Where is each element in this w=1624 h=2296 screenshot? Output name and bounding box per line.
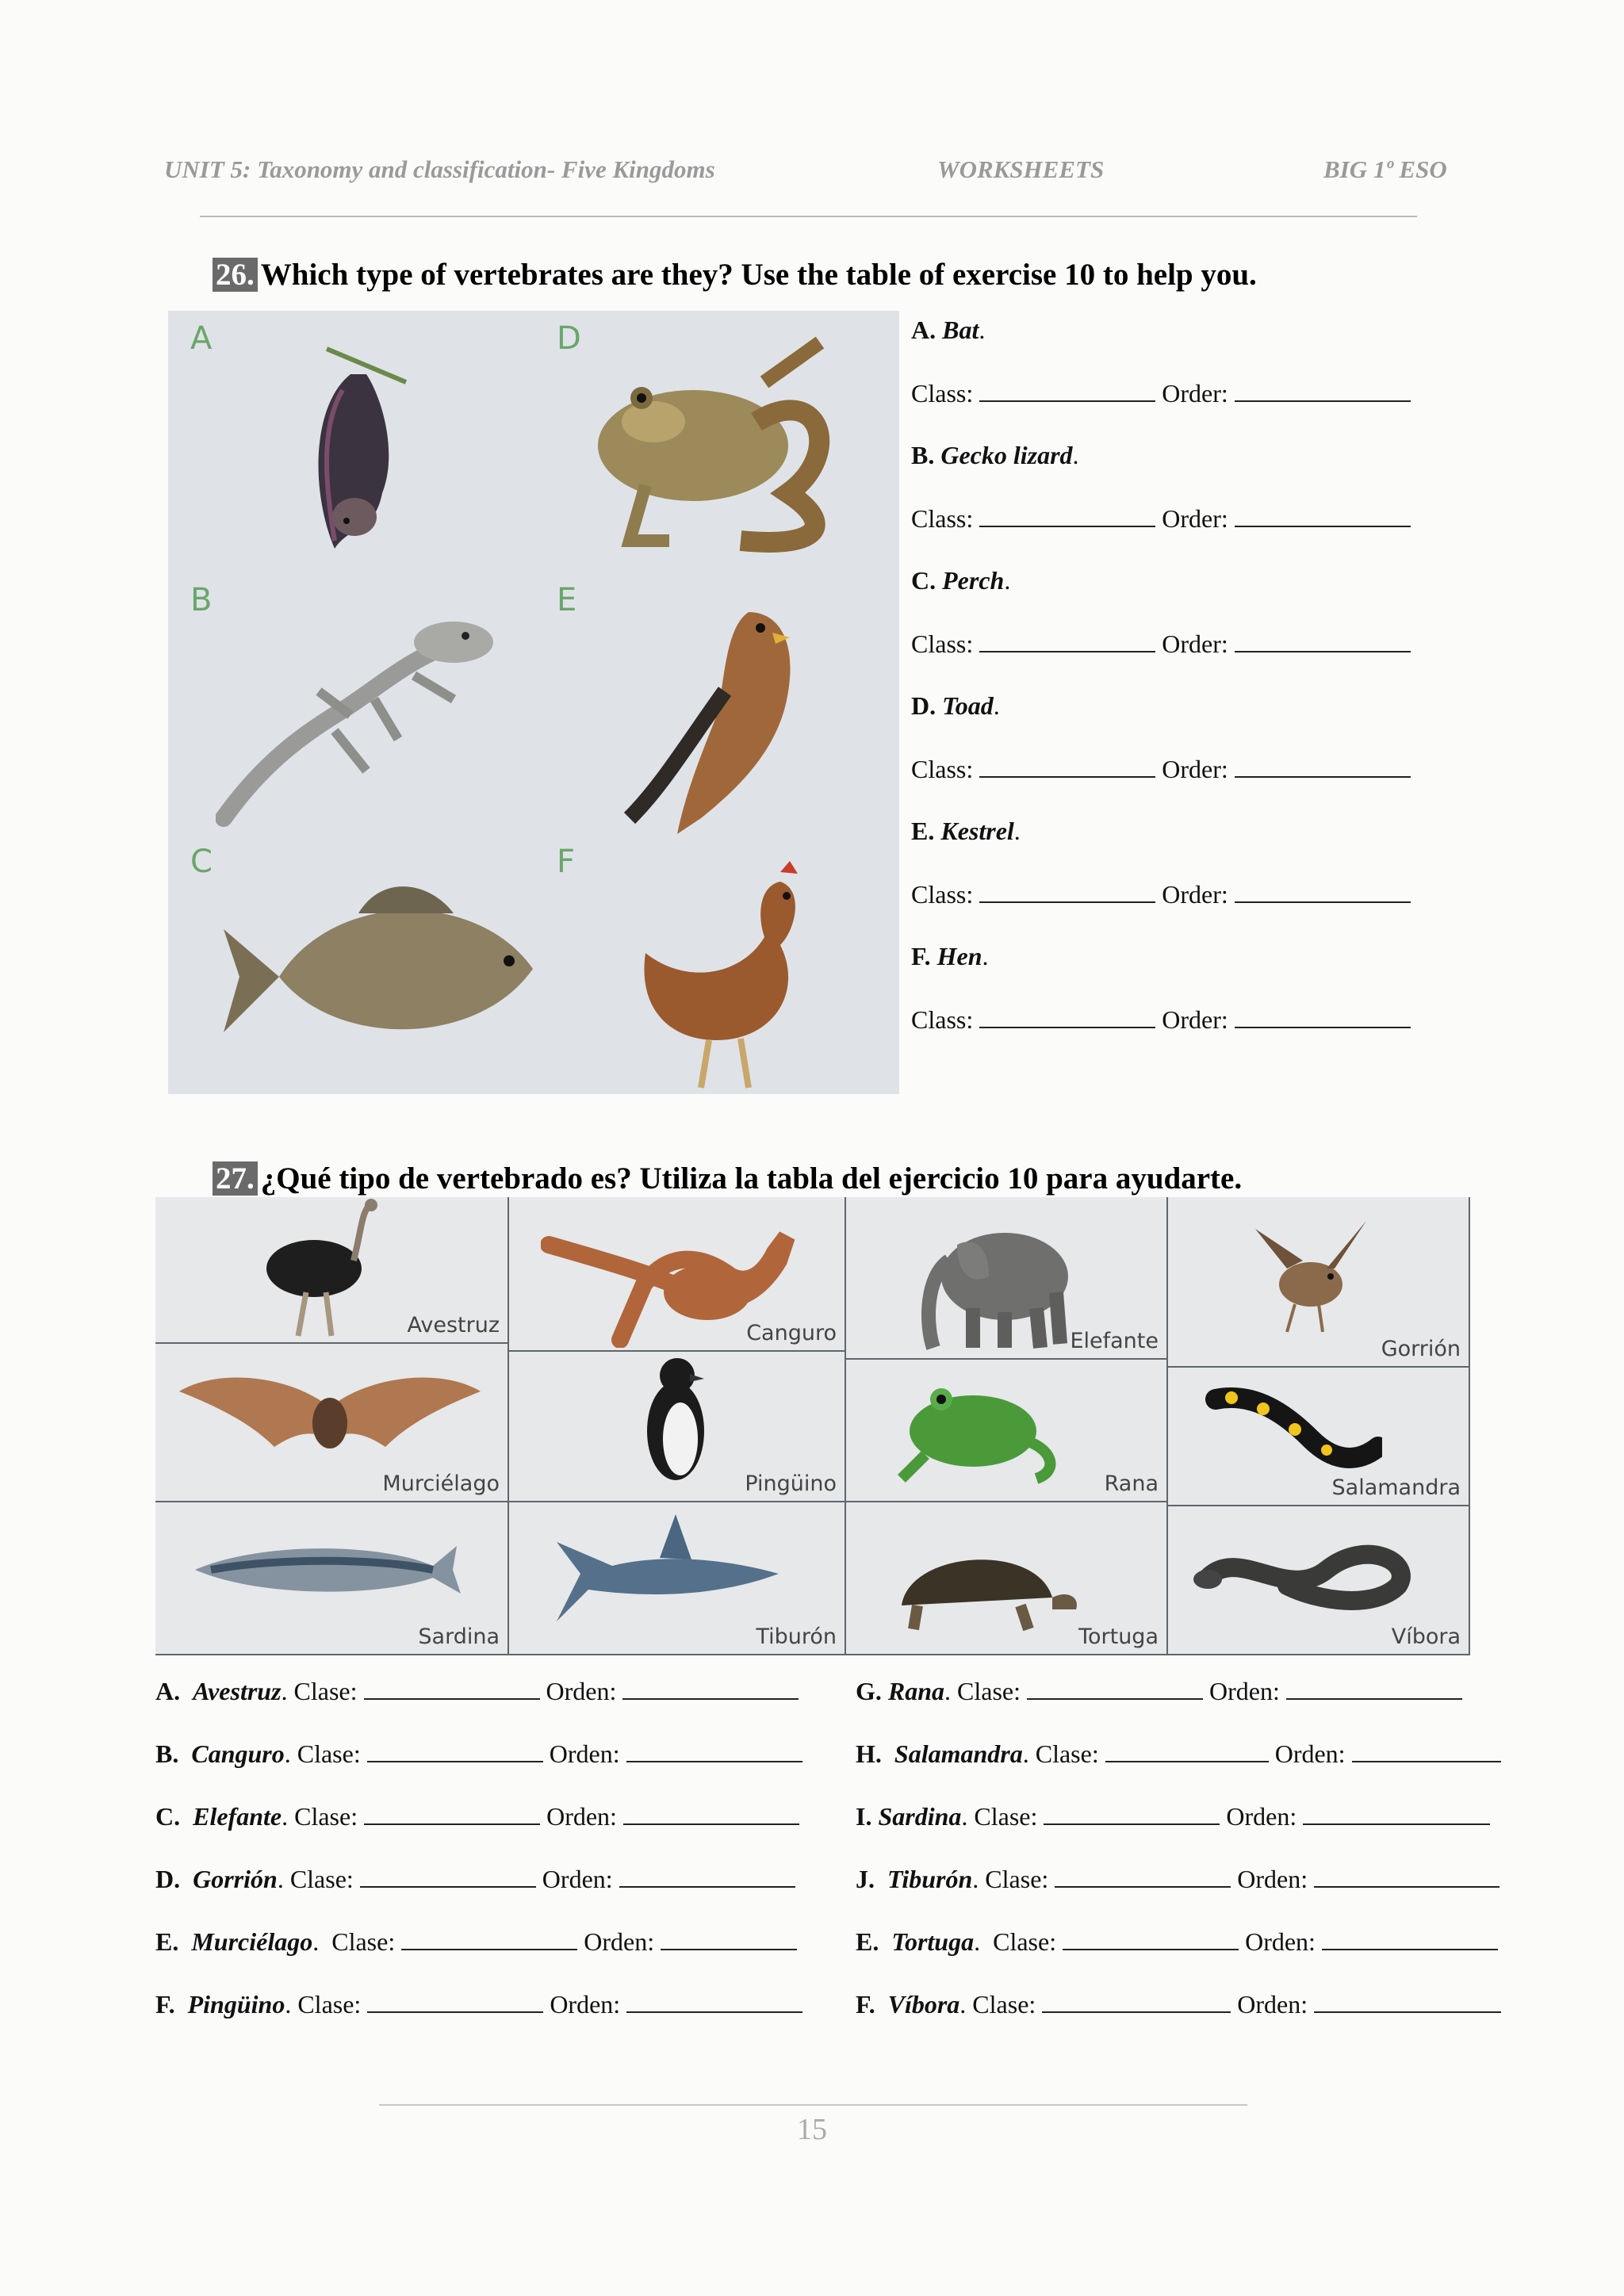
grid-cell-gorrion [1168,1197,1470,1368]
grid-label: Canguro [746,1321,837,1345]
orden-answer-field[interactable] [623,1803,799,1825]
grid-label: Tortuga [1078,1624,1159,1649]
grid-label: Víbora [1391,1624,1461,1649]
orden-answer-field[interactable] [1352,1740,1501,1762]
orden-answer-field[interactable] [1322,1928,1498,1950]
q27-answer-e: E. Murciélago. Clase: Orden: [155,1927,797,1957]
clase-answer-field[interactable] [364,1803,540,1825]
header-divider [200,216,1417,217]
q26-item-f: F. Hen. [911,942,989,970]
order-answer-field[interactable] [1235,505,1411,527]
q26-item-e: E. Kestrel. [911,817,1021,845]
order-answer-field[interactable] [1235,756,1411,778]
penguin-illustration [628,1352,723,1494]
perch-illustration [216,858,549,1094]
q27-answer-f2: F. Víbora. Clase: Orden: [856,1990,1501,2019]
hen-illustration [582,858,868,1094]
order-answer-field[interactable] [1235,630,1411,652]
q26-answer-f: Class: Order: [911,1005,1411,1035]
q26-number: 26. [213,258,258,292]
q26-answer-d: Class: Order: [911,755,1411,784]
bat-grid-illustration [171,1360,488,1471]
q26-item-d: D. Toad. [911,691,1000,720]
q26-cell-bat [168,311,533,571]
frog-illustration [886,1368,1068,1487]
q27-answer-c: C. Elefante. Clase: Orden: [155,1802,799,1831]
clase-answer-field[interactable] [364,1678,540,1700]
grid-label: Avestruz [407,1313,500,1337]
kestrel-illustration [582,596,868,842]
grid-cell-tiburon [509,1502,846,1655]
q27-answer-a: A. Avestruz. Clase: Orden: [155,1677,799,1706]
q26-title [213,257,1257,293]
q26-item-b: B. Gecko lizard. [911,441,1079,469]
q27-answer-b: B. Canguro. Clase: Orden: [155,1739,802,1769]
tortoise-illustration [878,1518,1084,1637]
clase-answer-field[interactable] [1042,1991,1231,2013]
clase-answer-field[interactable] [1105,1740,1269,1762]
q26-cell-toad [534,311,899,571]
grid-cell-rana [846,1360,1168,1502]
q26-answer-e: Class: Order: [911,880,1411,909]
orden-answer-field[interactable] [619,1866,795,1888]
class-answer-field[interactable] [979,630,1155,652]
class-answer-field[interactable] [979,380,1155,402]
grid-cell-tortuga [846,1502,1168,1655]
orden-answer-field[interactable] [1314,1866,1500,1888]
grid-label: Sardina [418,1624,500,1649]
ostrich-illustration [243,1197,401,1340]
q26-image-letter: D [557,320,581,357]
grid-label: Gorrión [1381,1337,1461,1361]
q27-answer-d: D. Gorrión. Clase: Orden: [155,1865,795,1894]
clase-answer-field[interactable] [1027,1678,1203,1700]
q26-title-text: Which type of vertebrates are they? Use the table of exercise 10 to help you. [260,258,1257,292]
clase-answer-field[interactable] [1055,1866,1231,1888]
shark-illustration [541,1510,795,1637]
sparrow-illustration [1239,1213,1382,1348]
grid-cell-elefante [846,1197,1168,1360]
q26-answer-a: Class: Order: [911,379,1411,408]
clase-answer-field[interactable] [360,1866,536,1888]
q27-title [213,1161,1242,1196]
q26-item-c: C. Perch. [911,566,1011,595]
q26-item-a: A. Bat. [911,316,986,344]
q27-title-text: ¿Qué tipo de vertebrado es? Utiliza la tabla del ejercicio 10 para ayudarte. [260,1161,1243,1196]
q27-answer-i: I. Sardina. Clase: Orden: [856,1802,1490,1831]
orden-answer-field[interactable] [1314,1991,1501,2013]
q27-answer-g: G. Rana. Clase: Orden: [856,1677,1462,1706]
toad-illustration [582,335,868,572]
bat-illustration [216,335,485,572]
class-answer-field[interactable] [979,505,1155,527]
q27-answer-e2: E. Tortuga. Clase: Orden: [856,1927,1498,1957]
orden-answer-field[interactable] [1286,1678,1462,1700]
grid-label: Pingüino [745,1471,837,1496]
footer-divider [379,2104,1247,2106]
orden-answer-field[interactable] [661,1928,797,1950]
q26-image-letter: C [190,844,213,880]
orden-answer-field[interactable] [622,1678,799,1700]
clase-answer-field[interactable] [1044,1803,1220,1825]
grid-label: Murciélago [382,1471,500,1496]
q26-cell-gecko [168,572,533,832]
q26-cell-perch [168,834,533,1094]
grid-cell-canguro [509,1197,846,1352]
grid-cell-vibora [1168,1506,1470,1655]
order-answer-field[interactable] [1235,1006,1411,1028]
class-answer-field[interactable] [979,881,1155,903]
clase-answer-field[interactable] [367,1991,543,2013]
q26-image-letter: A [190,320,213,357]
grid-label: Salamandra [1331,1475,1461,1500]
q26-cell-hen [534,834,899,1094]
grid-cell-avestruz [155,1197,509,1344]
q27-number: 27. [213,1161,258,1196]
header-course: BIG 1º ESO [1323,155,1447,183]
q27-image-grid [155,1197,1470,1655]
q27-answer-f: F. Pingüino. Clase: Orden: [155,1990,802,2019]
q26-image-panel [168,311,899,1094]
clase-answer-field[interactable] [401,1928,577,1950]
q27-answer-h: H. Salamandra. Clase: Orden: [856,1739,1501,1769]
q26-image-letter: E [557,582,577,618]
grid-cell-pinguino [509,1352,846,1502]
q27-answer-j: J. Tiburón. Clase: Orden: [856,1865,1500,1894]
orden-answer-field[interactable] [626,1740,802,1762]
grid-label: Tiburón [756,1624,837,1649]
clase-answer-field[interactable] [1063,1928,1239,1950]
grid-label: Rana [1104,1471,1159,1496]
order-answer-field[interactable] [1235,380,1411,402]
q26-answer-c: Class: Order: [911,629,1411,659]
salamander-illustration [1200,1368,1382,1487]
clase-answer-field[interactable] [367,1740,543,1762]
orden-answer-field[interactable] [1303,1803,1490,1825]
q26-cell-kestrel [534,572,899,832]
grid-cell-salamandra [1168,1368,1470,1506]
order-answer-field[interactable] [1235,881,1411,903]
grid-label: Elefante [1070,1329,1159,1353]
q26-image-letter: B [190,582,213,618]
q26-answer-b: Class: Order: [911,504,1411,534]
elephant-illustration [910,1205,1084,1356]
header-unit: UNIT 5: Taxonomy and classification- Five Kingdoms [164,155,715,183]
class-answer-field[interactable] [979,1006,1155,1028]
viper-illustration [1192,1514,1430,1625]
page-number: 15 [797,2113,827,2146]
sardine-illustration [179,1534,465,1605]
grid-cell-murcielago [155,1344,509,1502]
class-answer-field[interactable] [979,756,1155,778]
header-section: WORKSHEETS [937,155,1105,183]
grid-cell-sardina [155,1502,509,1655]
orden-answer-field[interactable] [626,1991,802,2013]
q26-image-letter: F [557,844,576,880]
gecko-illustration [216,596,549,834]
